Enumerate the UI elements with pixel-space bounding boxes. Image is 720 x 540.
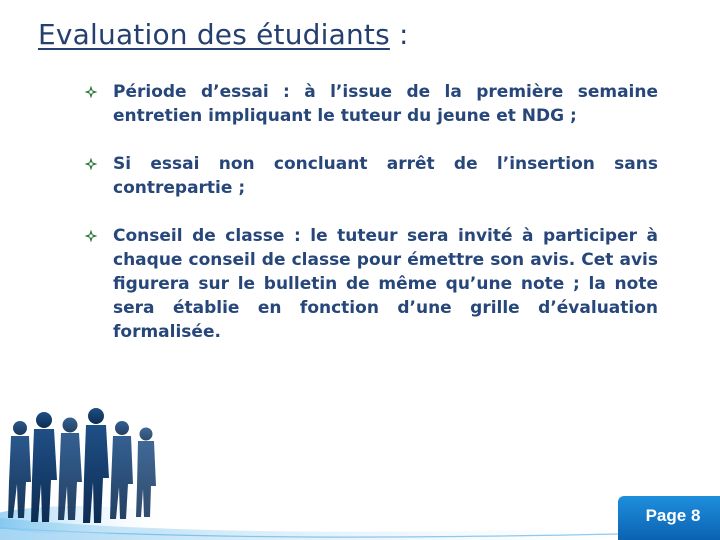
slide-title: [38, 18, 409, 51]
slide-title-text: Evaluation des étudiants: [38, 18, 390, 51]
diamond-bullet-icon: [84, 157, 98, 171]
bullet-list: [84, 80, 658, 368]
diamond-bullet-icon: [84, 229, 98, 243]
slide-title-colon: :: [389, 18, 409, 51]
business-people-silhouettes-icon: [0, 392, 178, 540]
bullet-text: Période d’essai : à l’issue de la première semaine entretien impliquant le tuteur du jeune et NDG ;: [113, 82, 658, 126]
bullet-item: [84, 152, 658, 200]
diamond-bullet-icon: [84, 85, 98, 99]
bullet-text: Conseil de classe : le tuteur sera invité à participer à chaque conseil de classe pour émettre son avis. Cet avis figurera sur le bulletin de même qu’une note ; la note sera établie en fonction d’une grille d’évaluation formalisée.: [113, 226, 658, 342]
bullet-text: Si essai non concluant arrêt de l’insertion sans contrepartie ;: [113, 154, 658, 198]
page-number-label: Page 8: [645, 506, 701, 525]
bullet-item: [84, 224, 658, 344]
bullet-item: [84, 80, 658, 128]
